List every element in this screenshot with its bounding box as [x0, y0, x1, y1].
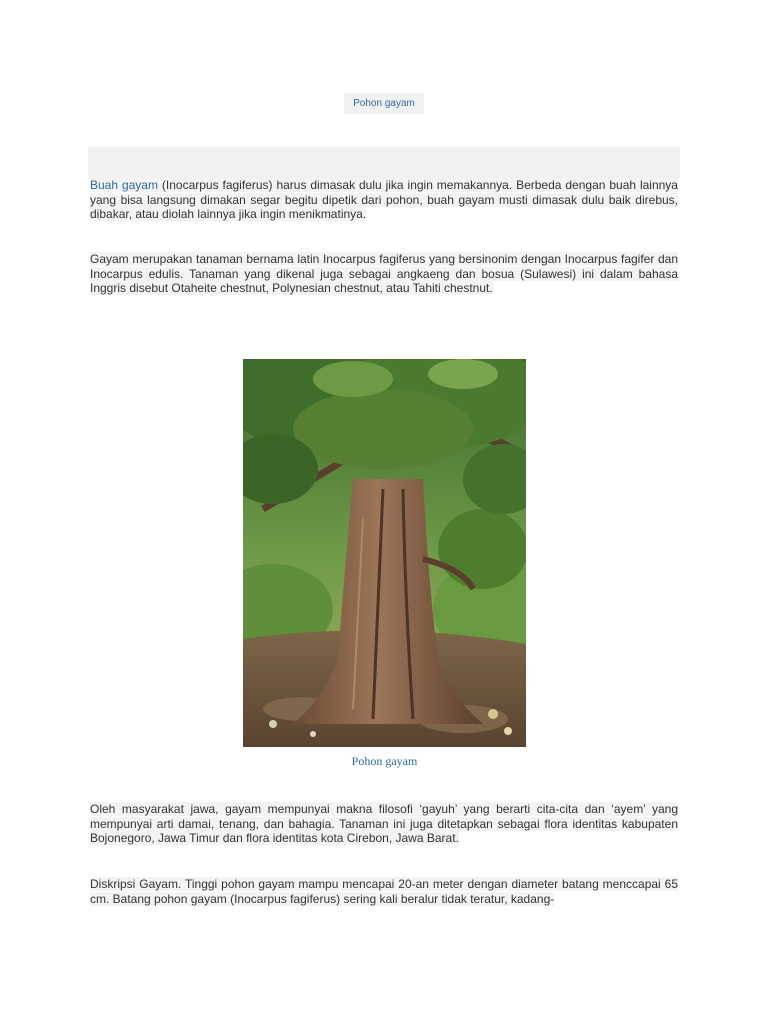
- paragraph-description: [90, 877, 678, 906]
- buah-gayam-link[interactable]: Buah gayam: [90, 178, 158, 192]
- paragraph-latin-name-text: Gayam merupakan tanaman bernama latin Inocarpus fagiferus yang bersinonim dengan Inocarpus fagifer dan Inocarpus edulis. Tanaman yang dikenal juga sebagai angkaeng dan bosua (Sulawesi) ini dalam bahasa Inggris disebut Otaheite chestnut, Polynesian chestnut, atau Tahiti chestnut.: [90, 252, 678, 296]
- gayam-tree-photo: [243, 359, 526, 747]
- paragraph-intro: [90, 178, 678, 222]
- page-title: Pohon gayam: [344, 93, 424, 114]
- tree-illustration: [243, 359, 526, 747]
- paragraph-intro-text: (Inocarpus fagiferus) harus dimasak dulu jika ingin memakannya. Berbeda dengan buah lainnya yang bisa langsung dimakan segar begitu dipetik dari pohon, buah gayam musti dimasak dulu baik direbus, dibakar, atau diolah lainnya jika ingin menikmatinya.: [90, 178, 678, 222]
- figure-caption: Pohon gayam: [351, 754, 418, 768]
- paragraph-philosophy: [90, 802, 678, 846]
- paragraph-philosophy-text: Oleh masyarakat jawa, gayam mempunyai makna filosofi ‘gayuh’ yang berarti cita-cita dan ‘ayem’ yang mempunyai arti damai, tenang, dan bahagia. Tanaman ini juga ditetapkan sebagai flora identitas kabupaten Bojonegoro, Jawa Timur dan flora identitas kota Cirebon, Jawa Barat.: [90, 802, 678, 846]
- highlight-band: [88, 147, 680, 178]
- paragraph-latin-name: [90, 252, 678, 296]
- paragraph-description-text: Diskripsi Gayam. Tinggi pohon gayam mampu mencapai 20-an meter dengan diameter batang menccapai 65 cm. Batang pohon gayam (Inocarpus fagiferus) sering kali beralur tidak teratur, kadang-: [90, 877, 678, 906]
